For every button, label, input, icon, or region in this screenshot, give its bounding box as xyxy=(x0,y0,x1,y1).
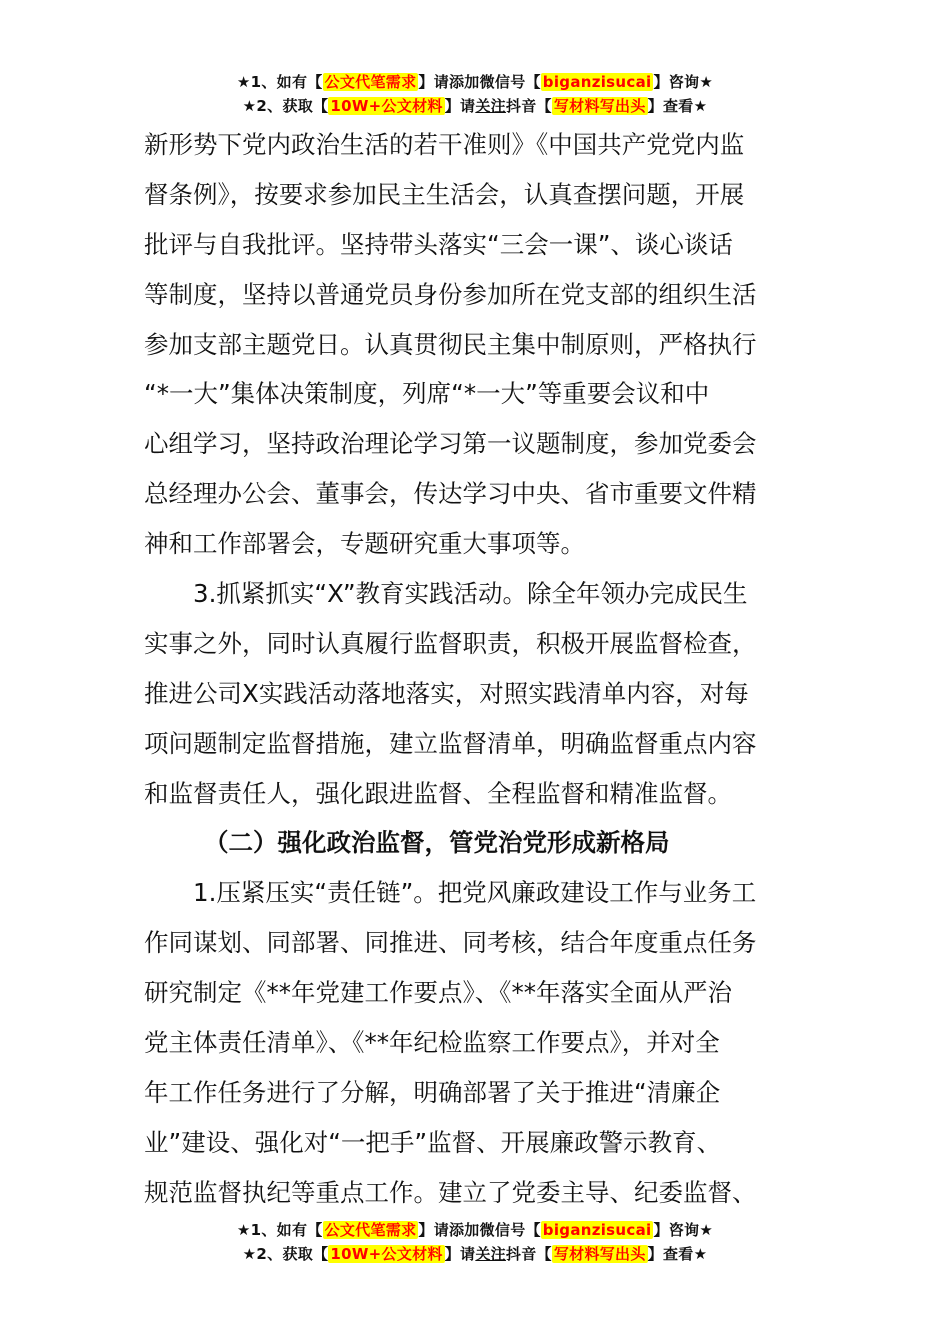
promo-text: 抖音【 xyxy=(505,1245,552,1263)
promo-highlight: 公文代笔需求 xyxy=(324,1221,417,1239)
body-line: 年工作任务进行了分解，明确部署了关于推进“清廉企 xyxy=(144,1077,721,1107)
promo-text: 】请 xyxy=(444,97,476,115)
body-line: 心组学习，坚持政治理论学习第一议题制度，参加党委会 xyxy=(144,429,757,459)
body-line-paragraph-start: 1.压紧压实“责任链”。把党风廉政建设工作与业务工 xyxy=(193,878,757,908)
douyin-account-highlight: 写材料写出头 xyxy=(553,1245,646,1263)
body-line: 新形势下党内政治生活的若干准则》《中国共产党党内监 xyxy=(144,130,745,159)
promo-text: ★2、获取【 xyxy=(242,1245,329,1263)
document-body xyxy=(144,120,808,1218)
promo-line-2 xyxy=(0,94,950,118)
promo-text: ★1、如有【 xyxy=(236,1221,323,1239)
section-heading: （二）强化政治监督，管党治党形成新格局 xyxy=(204,828,670,858)
promo-underlined: 关注 xyxy=(475,1245,506,1263)
promo-text: 】咨询★ xyxy=(653,1221,714,1239)
body-line: 督条例》，按要求参加民主生活会，认真查摆问题，开展 xyxy=(144,179,745,209)
promo-text: 】请 xyxy=(444,1245,476,1263)
body-line: 实事之外，同时认真履行监督职责，积极开展监督检查， xyxy=(144,628,757,658)
douyin-account-highlight: 写材料写出头 xyxy=(553,97,646,115)
body-line: 业”建设、强化对“一把手”监督、开展廉政警示教育、 xyxy=(144,1127,722,1157)
promo-text: 】查看★ xyxy=(647,97,708,115)
body-line: 规范监督执纪等重点工作。建立了党委主导、纪委监督、 xyxy=(144,1177,757,1207)
promo-text: 】请添加微信号【 xyxy=(418,1221,541,1239)
promo-text: 】请添加微信号【 xyxy=(418,73,541,91)
body-line: 党主体责任清单》、《**年纪检监察工作要点》，并对全 xyxy=(144,1028,720,1058)
body-line-paragraph-start: 3.抓紧抓实“X”教育实践活动。除全年领办完成民生 xyxy=(193,579,748,609)
body-line: 批评与自我批评。坚持带头落实“三会一课”、谈心谈话 xyxy=(144,229,733,259)
promo-text: ★2、获取【 xyxy=(242,97,329,115)
promo-text: 】查看★ xyxy=(647,1245,708,1263)
promo-text: 】咨询★ xyxy=(653,73,714,91)
body-line: 研究制定《**年党建工作要点》、《**年落实全面从严治 xyxy=(144,978,732,1008)
body-line: 推进公司X实践活动落地落实，对照实践清单内容，对每 xyxy=(144,678,749,708)
body-line: “*一大”集体决策制度，列席“*一大”等重要会议和中 xyxy=(144,379,710,409)
promo-line-2 xyxy=(0,1242,950,1266)
promo-text: ★1、如有【 xyxy=(236,73,323,91)
body-line: 作同谋划、同部署、同推进、同考核，结合年度重点任务 xyxy=(144,928,757,958)
wechat-id-highlight: biganzisucai xyxy=(542,1221,652,1239)
promo-highlight: 10W+公文材料 xyxy=(330,1245,443,1263)
body-line: 总经理办公会、董事会，传达学习中央、省市重要文件精 xyxy=(144,479,757,509)
promo-highlight: 公文代笔需求 xyxy=(324,73,417,91)
promo-text: 抖音【 xyxy=(505,97,552,115)
body-line: 神和工作部署会，专题研究重大事项等。 xyxy=(144,529,585,559)
body-line: 等制度，坚持以普通党员身份参加所在党支部的组织生活 xyxy=(144,279,757,309)
wechat-id-highlight: biganzisucai xyxy=(542,73,652,91)
promo-line-1 xyxy=(0,70,950,94)
promo-highlight: 10W+公文材料 xyxy=(330,97,443,115)
body-line: 项问题制定监督措施，建立监督清单，明确监督重点内容 xyxy=(144,728,757,758)
promo-underlined: 关注 xyxy=(475,97,506,115)
body-line: 和监督责任人，强化跟进监督、全程监督和精准监督。 xyxy=(144,778,732,808)
bottom-promo-banner xyxy=(0,1218,950,1266)
promo-line-1 xyxy=(0,1218,950,1242)
body-line: 参加支部主题党日。认真贯彻民主集中制原则，严格执行 xyxy=(144,329,757,359)
top-promo-banner xyxy=(0,70,950,118)
